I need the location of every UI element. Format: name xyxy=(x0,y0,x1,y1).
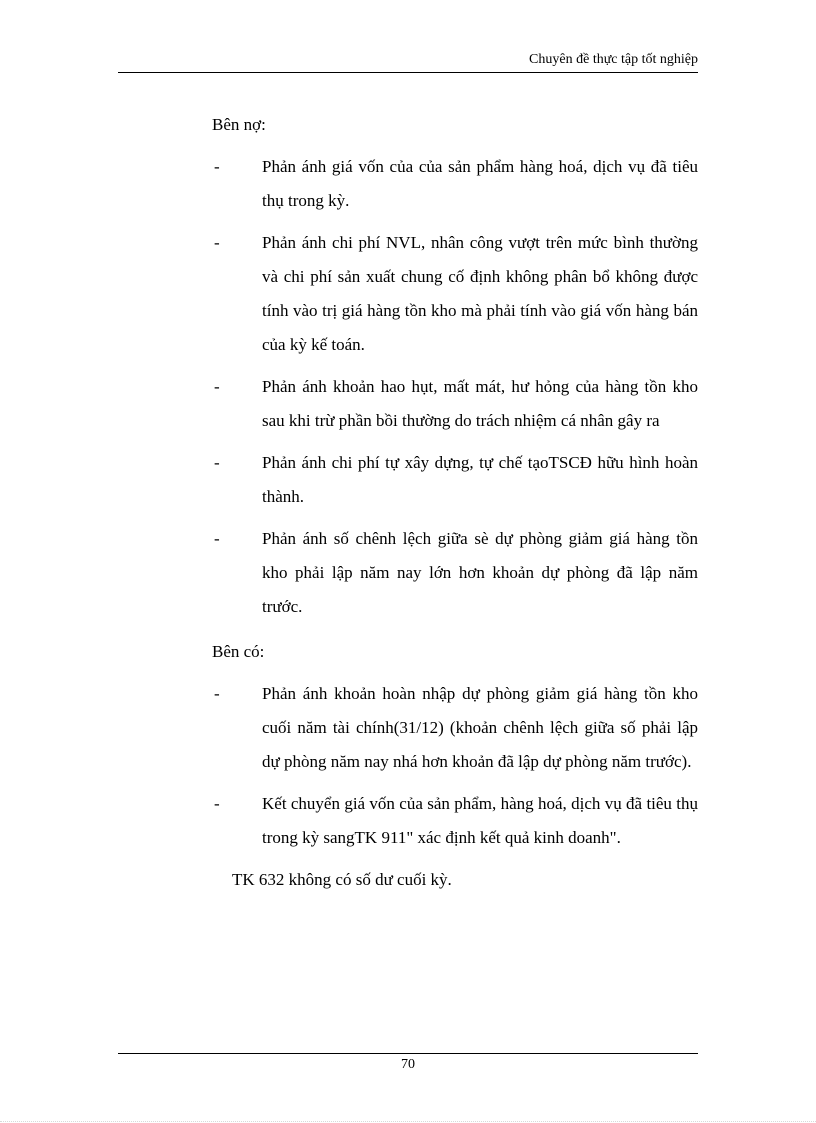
credit-list xyxy=(212,677,698,855)
list-item-text: Phản ánh chi phí NVL, nhân công vượt trên mức bình thường và chi phí sản xuất chung cố định không phân bổ không được tính vào trị giá hàng tồn kho mà phải tính vào giá vốn hàng bán của kỳ kế toán. xyxy=(262,233,698,354)
section-heading-debit: Bên nợ: xyxy=(212,115,266,134)
running-header: Chuyên đề thực tập tốt nghiệp xyxy=(529,52,698,67)
list-item xyxy=(212,446,698,514)
list-item-text: Phản ánh giá vốn của của sản phẩm hàng hoá, dịch vụ đã tiêu thụ trong kỳ. xyxy=(262,157,698,210)
list-item-text: Kết chuyển giá vốn của sản phẩm, hàng hoá, dịch vụ đã tiêu thụ trong kỳ sangTK 911" xác định kết quả kinh doanh". xyxy=(262,794,698,847)
debit-list xyxy=(212,150,698,624)
document-body xyxy=(212,108,698,897)
footer-rule xyxy=(118,1053,698,1054)
list-item xyxy=(212,226,698,362)
list-item xyxy=(212,370,698,438)
header-rule xyxy=(118,72,698,73)
bullet-dash: - xyxy=(214,377,220,396)
bullet-dash: - xyxy=(214,157,220,176)
list-item xyxy=(212,522,698,624)
list-item xyxy=(212,677,698,779)
bullet-dash: - xyxy=(214,453,220,472)
list-item-text: Phản ánh số chênh lệch giữa sè dự phòng giảm giá hàng tồn kho phải lập năm nay lớn hơn khoản dự phòng đã lập năm trước. xyxy=(262,529,698,616)
closing-note: TK 632 không có số dư cuối kỳ. xyxy=(232,870,452,889)
list-item xyxy=(212,150,698,218)
list-item-text: Phản ánh khoản hao hụt, mất mát, hư hỏng của hàng tồn kho sau khi trừ phần bồi thường do trách nhiệm cá nhân gây ra xyxy=(262,377,698,430)
bullet-dash: - xyxy=(214,684,220,703)
page-number: 70 xyxy=(401,1057,415,1072)
bullet-dash: - xyxy=(214,794,220,813)
bullet-dash: - xyxy=(214,529,220,548)
section-heading-credit: Bên có: xyxy=(212,642,265,661)
page-edge-divider xyxy=(0,1121,816,1122)
list-item-text: Phản ánh chi phí tự xây dựng, tự chế tạoTSCĐ hữu hình hoàn thành. xyxy=(262,453,698,506)
list-item xyxy=(212,787,698,855)
bullet-dash: - xyxy=(214,233,220,252)
list-item-text: Phản ánh khoản hoàn nhập dự phòng giảm giá hàng tồn kho cuối năm tài chính(31/12) (khoản chênh lệch giữa số phải lập dự phòng năm nay nhá hơn khoản đã lập dự phòng năm trước). xyxy=(262,684,698,771)
